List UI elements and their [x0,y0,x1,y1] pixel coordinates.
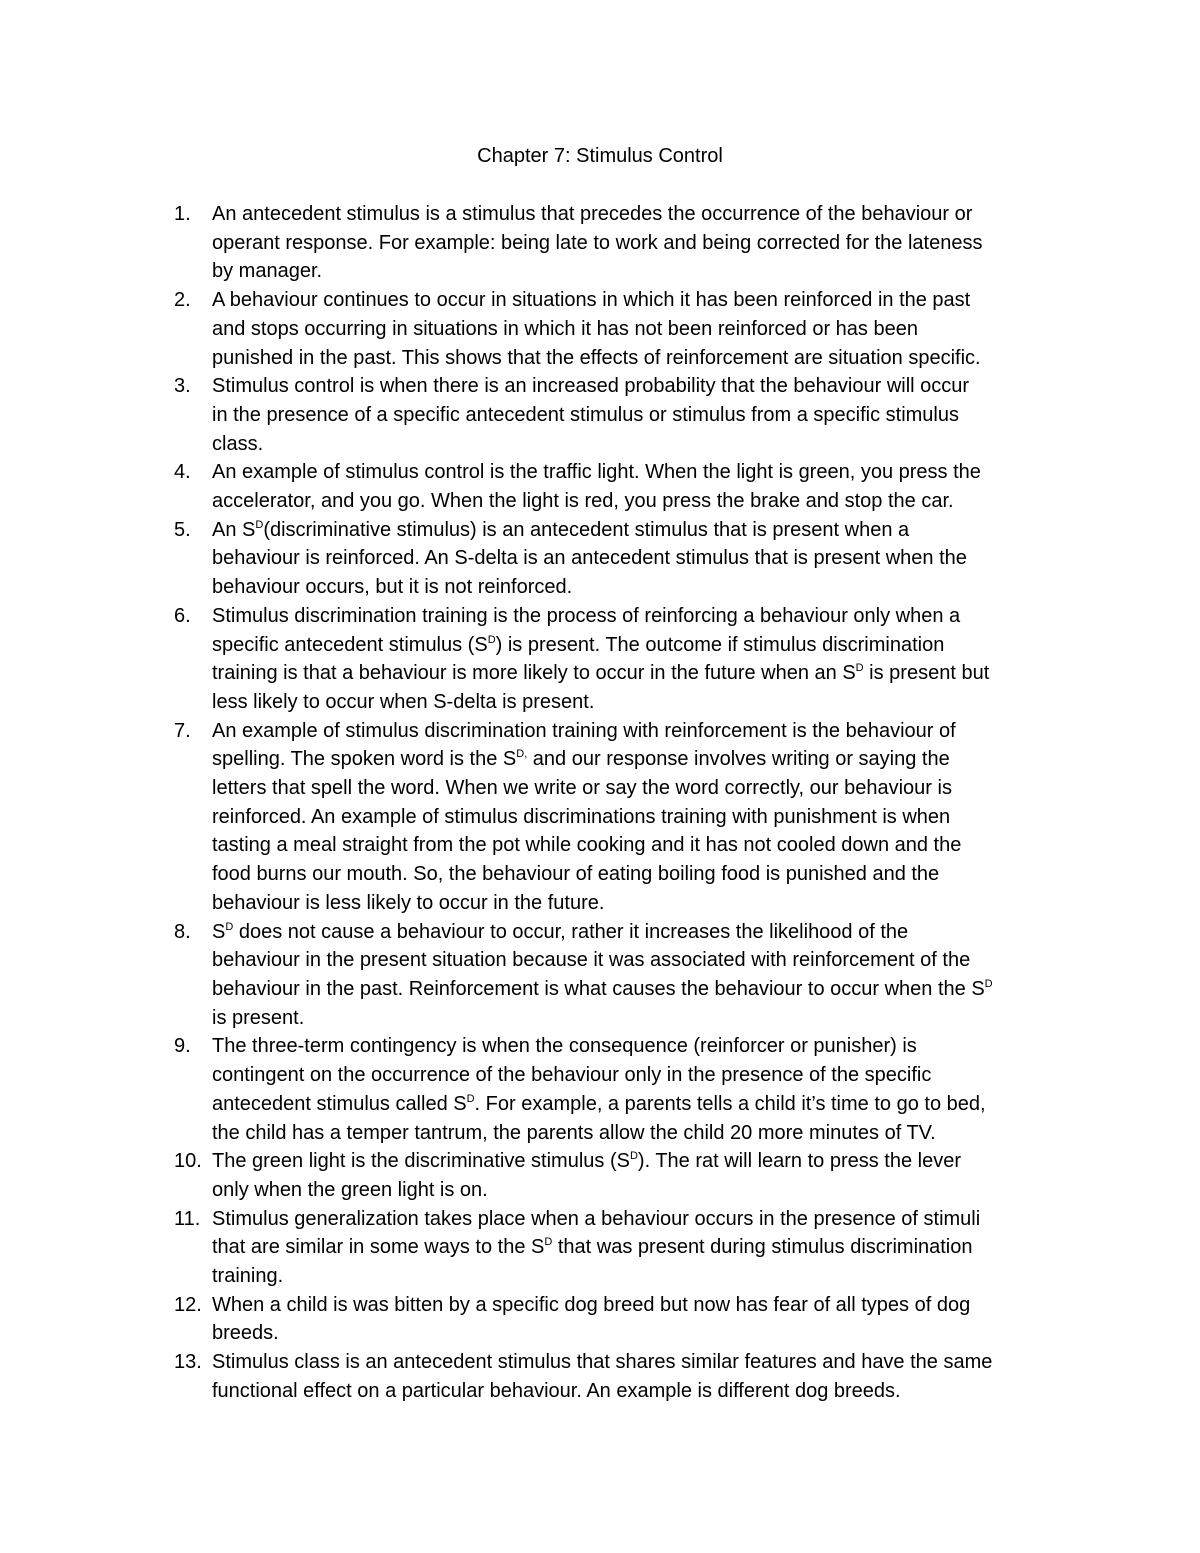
text-run: S [212,920,226,943]
list-item [168,918,1060,1033]
list-item-line [212,487,1060,516]
text-run: by manager. [212,260,323,283]
text-run: An example of stimulus control is the traffic light. When the light is green, you press the [212,461,981,484]
list-item-line [212,458,1060,487]
list-item-line [212,717,1060,746]
superscript-text: D [984,977,993,990]
list-item-line [212,774,1060,803]
text-run: is present but [863,662,990,685]
superscript-text: D [487,633,496,646]
list-item [168,458,1060,515]
list-item [168,286,1060,372]
list-item-number: 2. [174,289,191,312]
text-run: An S [212,518,256,541]
list-item-line [212,975,1060,1004]
superscript-text: D, [516,748,528,761]
text-run: Stimulus generalization takes place when a behaviour occurs in the presence of stimuli [212,1207,981,1230]
text-run: that was present during stimulus discrimination [552,1236,973,1259]
list-item-line [212,430,1060,459]
text-run: An example of stimulus discrimination training with reinforcement is the behaviour of [212,719,956,742]
list-item-number: 6. [174,604,191,627]
list-item-line [212,372,1060,401]
list-item-number: 8. [174,920,191,943]
list-item-line [212,1004,1060,1033]
list-item-number: 4. [174,461,191,484]
text-run: breeds. [212,1322,279,1345]
list-item [168,200,1060,286]
text-run: only when the green light is on. [212,1178,488,1201]
list-item-line [212,286,1060,315]
text-run: that are similar in some ways to the S [212,1236,545,1259]
text-run: the child has a temper tantrum, the parents allow the child 20 more minutes of TV. [212,1121,936,1144]
list-item-line [212,602,1060,631]
text-run: training. [212,1265,284,1288]
list-item-line [212,1319,1060,1348]
list-item-line [212,1377,1060,1406]
list-item-number: 13. [174,1351,202,1374]
list-item [168,1291,1060,1348]
numbered-list [168,200,1060,1406]
list-item-line [212,544,1060,573]
text-run: less likely to occur when S-delta is present. [212,690,595,713]
text-run: is present. [212,1006,305,1029]
text-run: and our response involves writing or saying the [527,748,950,771]
superscript-text: D [225,920,234,933]
text-run: The green light is the discriminative stimulus (S [212,1150,630,1173]
text-run: and stops occurring in situations in which it has not been reinforced or has been [212,317,918,340]
text-run: does not cause a behaviour to occur, rather it increases the likelihood of the [233,920,909,943]
text-run: The three-term contingency is when the consequence (reinforcer or punisher) is [212,1035,917,1058]
superscript-text: D [466,1092,475,1105]
list-item-line [212,315,1060,344]
list-item-line [212,918,1060,947]
list-item-line [212,831,1060,860]
list-item-line [212,745,1060,774]
text-run: An antecedent stimulus is a stimulus that precedes the occurrence of the behaviour or [212,203,973,225]
text-run: in the presence of a specific antecedent stimulus or stimulus from a specific stimulus [212,403,959,426]
page-title: Chapter 7: Stimulus Control [477,145,723,167]
text-run: behaviour in the present situation because it was associated with reinforcement of the [212,949,971,972]
list-item-line [212,1090,1060,1119]
list-item-line [212,401,1060,430]
list-item [168,516,1060,602]
list-item-line [212,1233,1060,1262]
list-item-line [212,1176,1060,1205]
list-item-line [212,516,1060,545]
text-run: . For example, a parents tells a child it’s time to go to bed, [474,1092,986,1115]
list-item-line [212,889,1060,918]
list-item [168,1348,1060,1405]
text-run: functional effect on a particular behaviour. An example is different dog breeds. [212,1379,901,1402]
text-run: class. [212,432,264,455]
list-item-number: 12. [174,1293,202,1316]
text-run: When a child is was bitten by a specific dog breed but now has fear of all types of dog [212,1293,971,1316]
superscript-text: D [544,1236,553,1249]
list-item-line [212,1061,1060,1090]
text-run: letters that spell the word. When we write or say the word correctly, our behaviour is [212,777,952,800]
list-item-line [212,229,1060,258]
list-item-number: 11. [174,1207,201,1230]
list-item-line [212,1291,1060,1320]
superscript-text: D [255,518,264,531]
text-run: Stimulus discrimination training is the process of reinforcing a behaviour only when a [212,604,961,627]
superscript-text: D [629,1150,638,1163]
list-item [168,1147,1060,1204]
text-run: behaviour is less likely to occur in the future. [212,891,605,914]
list-item-number: 9. [174,1035,191,1058]
list-item-line [212,631,1060,660]
list-item-line [212,803,1060,832]
list-item-line [212,1032,1060,1061]
list-item-number: 3. [174,375,191,398]
list-item-line [212,1348,1060,1377]
text-run: specific antecedent stimulus (S [212,633,488,656]
text-run: ) is present. The outcome if stimulus discrimination [495,633,945,656]
superscript-text: D [855,662,864,675]
list-item-line [212,688,1060,717]
list-item-line [212,1119,1060,1148]
text-run: training is that a behaviour is more likely to occur in the future when an S [212,662,856,685]
list-item-number: 10. [174,1150,202,1173]
list-item-number: 1. [174,203,191,225]
list-item [168,602,1060,717]
text-run: contingent on the occurrence of the behaviour only in the presence of the specific [212,1064,932,1087]
list-item [168,372,1060,458]
text-run: accelerator, and you go. When the light is red, you press the brake and stop the car. [212,490,954,513]
list-item-line [212,1147,1060,1176]
text-run: Stimulus control is when there is an increased probability that the behaviour will occur [212,375,970,398]
text-run: behaviour is reinforced. An S-delta is an antecedent stimulus that is present when the [212,547,967,570]
text-run: ). The rat will learn to press the lever [637,1150,962,1173]
list-item-number: 7. [174,719,191,742]
list-item-line [212,946,1060,975]
text-run: reinforced. An example of stimulus discriminations training with punishment is when [212,805,951,828]
list-item-line [212,257,1060,286]
list-item [168,717,1060,918]
text-run: operant response. For example: being late to work and being corrected for the lateness [212,231,983,254]
text-run: behaviour in the past. Reinforcement is what causes the behaviour to occur when the S [212,977,985,1000]
text-run: tasting a meal straight from the pot while cooking and it has not cooled down and the [212,834,962,857]
list-item-number: 5. [174,518,191,541]
list-item [168,1205,1060,1291]
text-run: A behaviour continues to occur in situations in which it has been reinforced in the past [212,289,971,312]
list-item-line [212,1262,1060,1291]
text-run: (discriminative stimulus) is an antecedent stimulus that is present when a [263,518,910,541]
list-item-line [212,200,1060,229]
text-run: food burns our mouth. So, the behaviour of eating boiling food is punished and the [212,863,940,886]
list-item-line [212,659,1060,688]
list-item-line [212,344,1060,373]
list-item-line [212,573,1060,602]
list-item [168,1032,1060,1147]
text-run: antecedent stimulus called S [212,1092,467,1115]
text-run: behaviour occurs, but it is not reinforced. [212,576,573,599]
list-item-line [212,860,1060,889]
list-item-line [212,1205,1060,1234]
text-run: Stimulus class is an antecedent stimulus that shares similar features and have the same [212,1351,993,1374]
text-run: spelling. The spoken word is the S [212,748,517,771]
text-run: punished in the past. This shows that the effects of reinforcement are situation specific. [212,346,981,369]
